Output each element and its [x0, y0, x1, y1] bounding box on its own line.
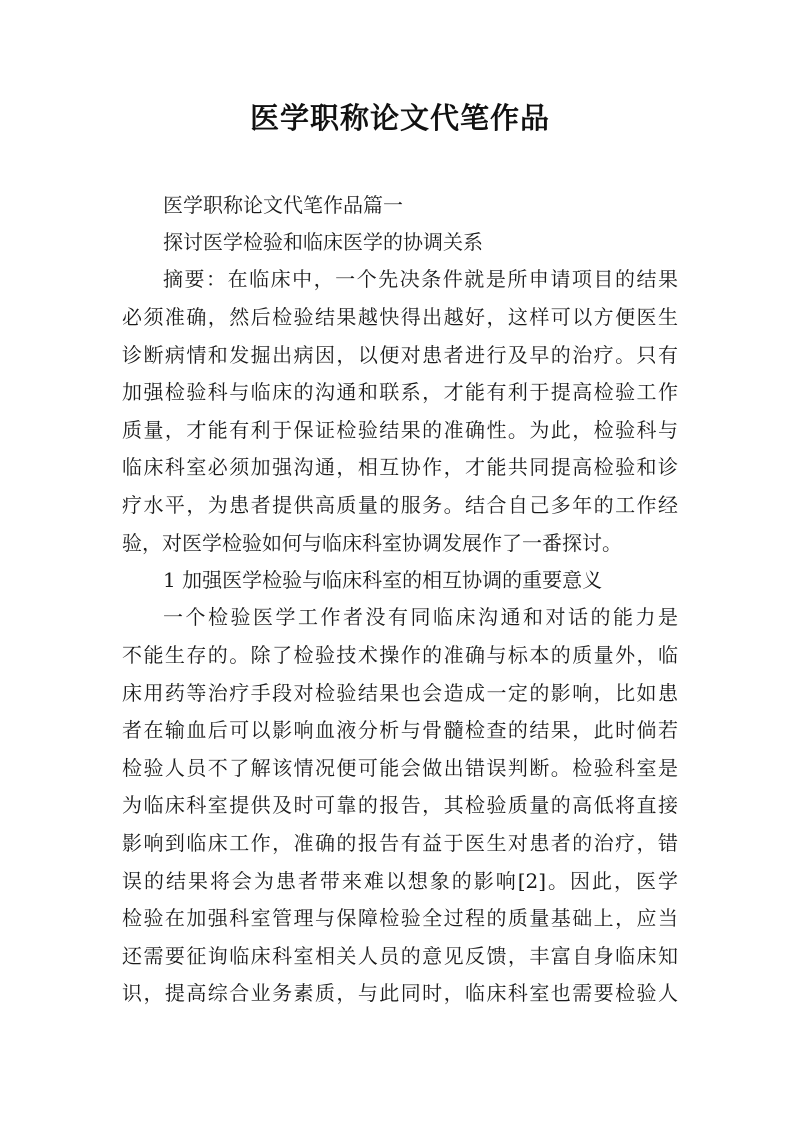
text-line: 一个检验医学工作者没有同临床沟通和对话的能力是	[163, 605, 678, 629]
text-line: 检验人员不了解该情况便可能会做出错误判断。检验科室是	[122, 756, 678, 780]
text-line: 为临床科室提供及时可靠的报告，其检验质量的高低将直接	[122, 793, 678, 817]
text-line: 诊断病情和发掘出病因，以便对患者进行及早的治疗。只有	[122, 343, 678, 367]
text-line: 质量，才能有利于保证检验结果的准确性。为此，检验科与	[122, 418, 678, 442]
text-line: 误的结果将会为患者带来难以想象的影响[2]。因此，医学	[122, 869, 678, 893]
text-line: 探讨医学检验和临床医学的协调关系	[163, 230, 483, 254]
text-line: 加强检验科与临床的沟通和联系，才能有利于提高检验工作	[122, 380, 678, 404]
text-line: 床用药等治疗手段对检验结果也会造成一定的影响，比如患	[122, 681, 678, 705]
text-line: 疗水平，为患者提供高质量的服务。结合自己多年的工作经	[122, 493, 678, 517]
text-line: 医学职称论文代笔作品篇一	[163, 193, 403, 217]
text-line: 摘要：在临床中，一个先决条件就是所申请项目的结果	[163, 267, 678, 291]
text-line: 必须准确，然后检验结果越快得出越好，这样可以方便医生	[122, 305, 678, 329]
text-line: 识，提高综合业务素质，与此同时，临床科室也需要检验人	[122, 981, 678, 1005]
text-line: 还需要征询临床科室相关人员的意见反馈，丰富自身临床知	[122, 944, 678, 968]
text-line: 临床科室必须加强沟通，相互协作，才能共同提高检验和诊	[122, 455, 678, 479]
document-title: 医学职称论文代笔作品	[249, 101, 550, 135]
text-line: 不能生存的。除了检验技术操作的准确与标本的质量外，临	[122, 643, 678, 667]
text-line: 验，对医学检验如何与临床科室协调发展作了一番探讨。	[122, 531, 622, 555]
text-line: 影响到临床工作，准确的报告有益于医生对患者的治疗，错	[122, 831, 678, 855]
text-line: 检验在加强科室管理与保障检验全过程的质量基础上，应当	[122, 906, 678, 930]
text-line: 者在输血后可以影响血液分析与骨髓检查的结果，此时倘若	[122, 718, 678, 742]
text-line: 1 加强医学检验与临床科室的相互协调的重要意义	[163, 568, 603, 592]
